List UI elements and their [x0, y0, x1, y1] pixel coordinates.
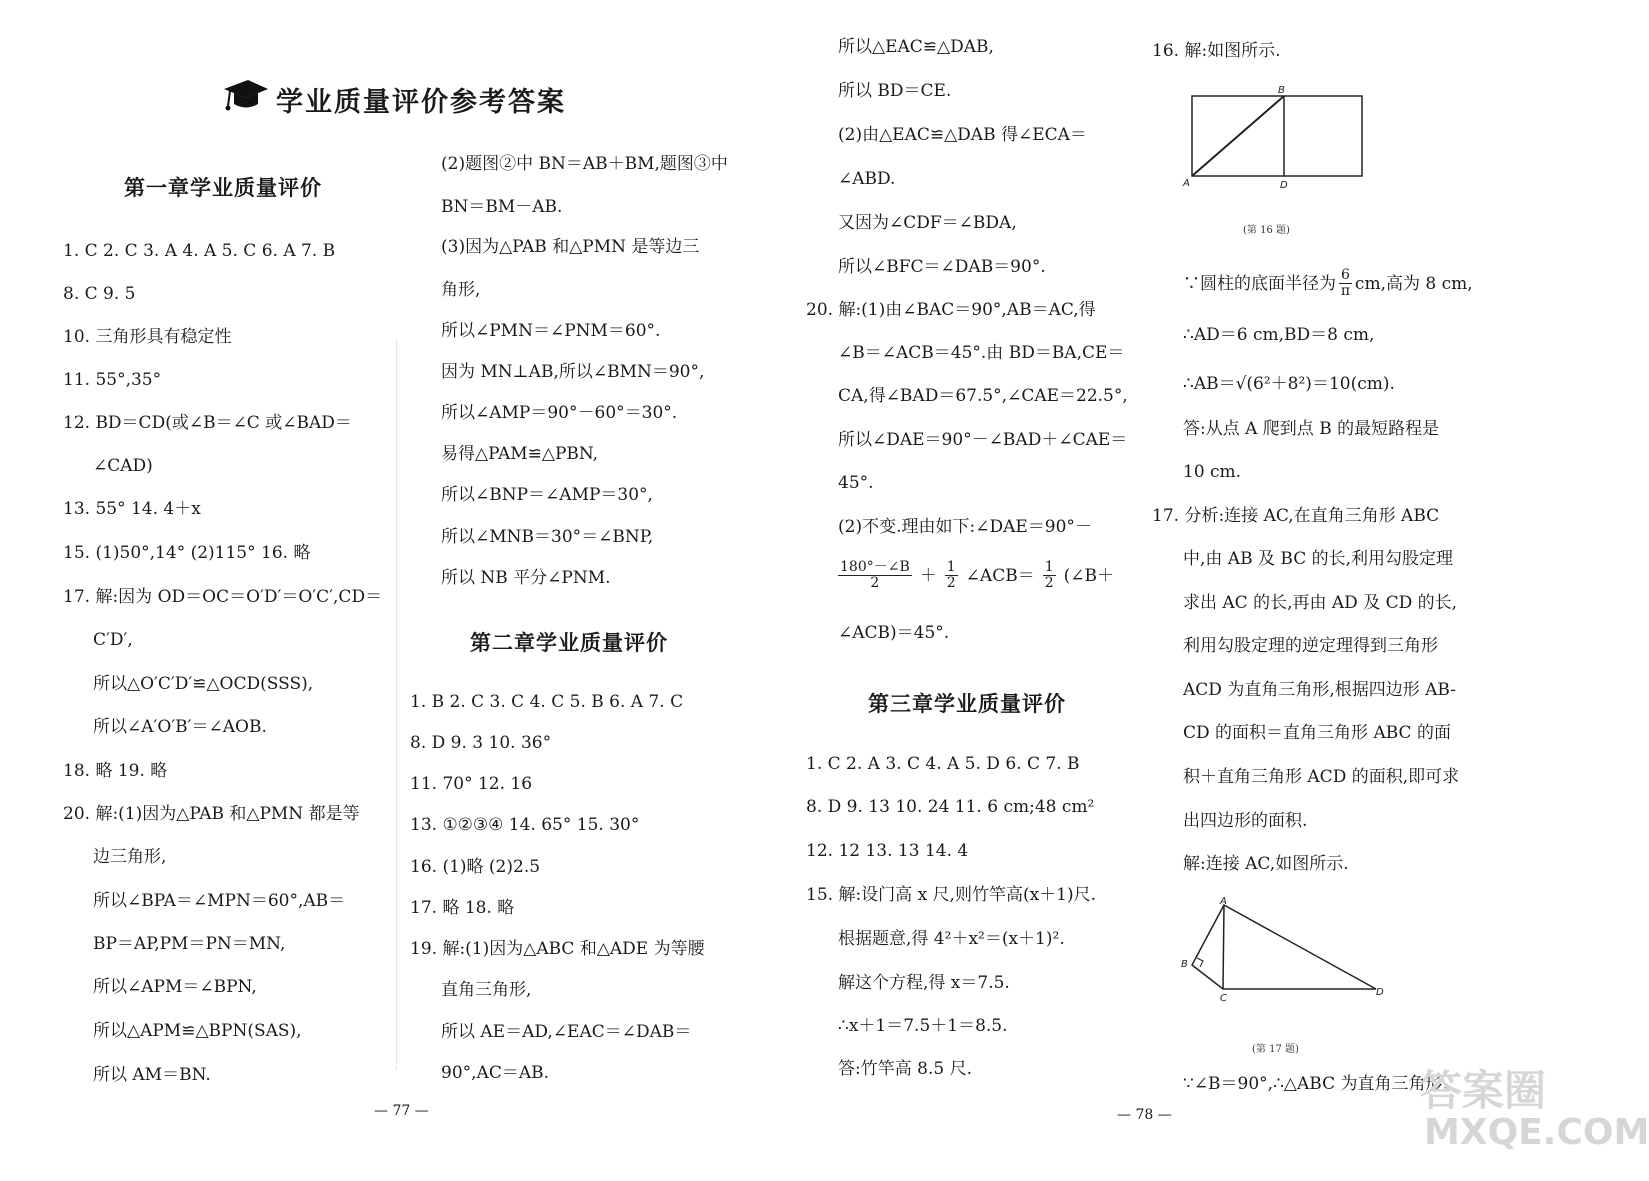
text-fragment: (∠B＋ [1063, 565, 1114, 586]
text-line: 1. B 2. C 3. C 4. C 5. B 6. A 7. C [410, 692, 684, 712]
text-line: ∴AB＝√(6²＋8²)＝10(cm). [1183, 374, 1395, 394]
text-line: 所以△EAC≌△DAB, [838, 37, 994, 57]
text-line: (2)题图②中 BN＝AB＋BM,题图③中 [441, 154, 728, 174]
text-line: 所以 AM＝BN. [93, 1065, 211, 1085]
text-line: 所以∠BFC＝∠DAB＝90°. [838, 257, 1046, 277]
text-line: 利用勾股定理的逆定理得到三角形 [1183, 636, 1438, 656]
text-fragment: cm,高为 8 cm, [1354, 273, 1473, 294]
page-number: — 77 — [374, 1103, 429, 1119]
text-line: 解:连接 AC,如图所示. [1183, 854, 1349, 874]
text-line: 13. 55° 14. 4＋x [63, 499, 201, 519]
text-line: 所以∠MNB＝30°＝∠BNP, [441, 527, 654, 547]
text-line: ∴x＋1＝7.5＋1＝8.5. [838, 1016, 1008, 1036]
fraction-denominator: π [1340, 283, 1351, 299]
fraction [1339, 268, 1352, 299]
fraction [945, 560, 958, 591]
text-line: CA,得∠BAD＝67.5°,∠CAE＝22.5°, [838, 386, 1128, 406]
text-line: 所以 BD＝CE. [838, 81, 952, 101]
figure-16-caption: (第 16 题) [1243, 225, 1290, 236]
plus-sign: ＋ [919, 565, 937, 586]
fraction [1043, 560, 1056, 591]
text-line: 16. 解:如图所示. [1152, 41, 1281, 61]
text-line: 11. 55°,35° [63, 370, 162, 390]
text-line: 中,由 AB 及 BC 的长,利用勾股定理 [1183, 549, 1454, 569]
text-line: 边三角形, [93, 847, 167, 867]
quadrilateral-abcd [1192, 905, 1376, 989]
text-line: 所以∠DAE＝90°－∠BAD＋∠CAE＝ [838, 430, 1128, 450]
page-number: — 78 — [1117, 1107, 1172, 1123]
text-line: 17. 略 18. 略 [410, 898, 515, 918]
text-line: 所以△APM≌△BPN(SAS), [93, 1021, 302, 1041]
text-line: BP＝AP,PM＝PN＝MN, [93, 934, 286, 954]
text-line: 求出 AC 的长,再由 AD 及 CD 的长, [1183, 593, 1458, 613]
rectangle-outline [1192, 96, 1362, 176]
text-line: 13. ①②③④ 14. 65° 15. 30° [410, 815, 640, 835]
fraction-denominator: 2 [870, 575, 880, 591]
fraction-numerator: 1 [1044, 559, 1054, 575]
fraction [838, 560, 912, 591]
text-line: 所以∠A′O′B′＝∠AOB. [93, 717, 267, 737]
text-fragment: ∵圆柱的底面半径为 [1183, 273, 1336, 294]
text-line: 积＋直角三角形 ACD 的面积,即可求 [1183, 767, 1460, 787]
text-line: 所以 NB 平分∠PNM. [441, 568, 611, 588]
text-line: 11. 70° 12. 16 [410, 774, 533, 794]
text-fragment: ∠ACB＝ [965, 565, 1035, 586]
chapter-1-heading: 第一章学业质量评价 [124, 175, 322, 200]
text-line: 90°,AC＝AB. [441, 1063, 549, 1083]
fraction-line [1183, 268, 1473, 299]
text-line: CD 的面积＝直角三角形 ABC 的面 [1183, 723, 1451, 743]
figure-16 [1180, 82, 1370, 192]
point-label-d: D [1280, 180, 1288, 191]
text-line: 45°. [838, 473, 874, 493]
text-line: C′D′, [93, 630, 133, 650]
text-line: (2)不变.理由如下:∠DAE＝90°－ [838, 517, 1092, 537]
text-line: 出四边形的面积. [1183, 811, 1308, 831]
point-label-d: D [1376, 987, 1384, 998]
text-line: (3)因为△PAB 和△PMN 是等边三 [441, 237, 700, 257]
segment-ab [1192, 96, 1284, 176]
text-line: 10 cm. [1183, 462, 1242, 482]
text-line: 解这个方程,得 x＝7.5. [838, 973, 1010, 993]
text-line: ∴AD＝6 cm,BD＝8 cm, [1183, 325, 1375, 345]
text-line: 角形, [441, 280, 481, 300]
point-label-a: A [1220, 896, 1227, 907]
column-divider [396, 340, 397, 1070]
watermark-url: MXQE.COM [1424, 1112, 1649, 1153]
page-title: 学业质量评价参考答案 [276, 87, 566, 118]
text-line: 答:竹竿高 8.5 尺. [838, 1059, 972, 1079]
text-line: 12. BD＝CD(或∠B＝∠C 或∠BAD＝ [63, 413, 352, 433]
text-line: 1. C 2. C 3. A 4. A 5. C 6. A 7. B [63, 241, 336, 261]
text-line: BN＝BM－AB. [441, 197, 563, 217]
text-line: 所以∠BPA＝∠MPN＝60°,AB＝ [93, 891, 346, 911]
text-line: ∵∠B＝90°,∴△ABC 为直角三角形, [1183, 1074, 1448, 1094]
text-line: 8. C 9. 5 [63, 284, 136, 304]
point-label-c: C [1220, 993, 1227, 1004]
text-line: 所以∠APM＝∠BPN, [93, 977, 257, 997]
point-label-a: A [1183, 178, 1190, 189]
text-line: 1. C 2. A 3. C 4. A 5. D 6. C 7. B [806, 754, 1080, 774]
text-line: 20. 解:(1)由∠BAC＝90°,AB＝AC,得 [806, 300, 1096, 320]
segment-ac [1223, 905, 1224, 989]
figure-17-caption: (第 17 题) [1252, 1044, 1299, 1055]
text-line: 17. 解:因为 OD＝OC＝O′D′＝O′C′,CD＝ [63, 587, 383, 607]
fraction-line [838, 560, 1114, 591]
text-line: 12. 12 13. 13 14. 4 [806, 841, 969, 861]
text-line: 所以∠AMP＝90°－60°＝30°. [441, 403, 678, 423]
text-line: 根据题意,得 4²＋x²＝(x＋1)². [838, 929, 1065, 949]
text-line: 18. 略 19. 略 [63, 761, 168, 781]
text-line: 15. (1)50°,14° (2)115° 16. 略 [63, 543, 311, 563]
text-line: ∠ABD. [838, 169, 896, 189]
text-line: 易得△PAM≌△PBN, [441, 444, 599, 464]
figure-17 [1176, 895, 1386, 1005]
text-line: 所以∠BNP＝∠AMP＝30°, [441, 485, 653, 505]
text-line: ∠CAD) [93, 456, 153, 476]
text-line: 又因为∠CDF＝∠BDA, [838, 213, 1017, 233]
point-label-b: B [1278, 85, 1285, 96]
fraction-numerator: 6 [1341, 267, 1350, 283]
text-line: 10. 三角形具有稳定性 [63, 327, 232, 347]
text-line: 直角三角形, [441, 980, 532, 1000]
fraction-numerator: 180°－∠B [840, 559, 910, 575]
fraction-numerator: 1 [946, 559, 956, 575]
chapter-3-heading: 第三章学业质量评价 [868, 691, 1066, 716]
text-line: 所以△O′C′D′≌△OCD(SSS), [93, 674, 314, 694]
text-line: ∠ACB)＝45°. [838, 623, 950, 643]
text-line: 20. 解:(1)因为△PAB 和△PMN 都是等 [63, 804, 360, 824]
watermark-logo: 答案圈 [1420, 1066, 1547, 1115]
text-line: 所以∠PMN＝∠PNM＝60°. [441, 321, 661, 341]
text-line: ∠B＝∠ACB＝45°.由 BD＝BA,CE＝ [838, 343, 1125, 363]
graduation-cap-icon [222, 77, 270, 113]
chapter-2-heading: 第二章学业质量评价 [470, 630, 668, 655]
point-label-b: B [1181, 959, 1188, 970]
text-line: ACD 为直角三角形,根据四边形 AB- [1183, 680, 1456, 700]
text-line: (2)由△EAC≌△DAB 得∠ECA＝ [838, 125, 1087, 145]
text-line: 19. 解:(1)因为△ABC 和△ADE 为等腰 [410, 939, 705, 959]
text-line: 8. D 9. 3 10. 36° [410, 733, 552, 753]
text-line: 8. D 9. 13 10. 24 11. 6 cm;48 cm² [806, 797, 1095, 817]
text-line: 因为 MN⊥AB,所以∠BMN＝90°, [441, 362, 705, 382]
text-line: 答:从点 A 爬到点 B 的最短路程是 [1183, 419, 1440, 439]
right-angle-mark [1197, 958, 1203, 967]
text-line: 15. 解:设门高 x 尺,则竹竿高(x＋1)尺. [806, 885, 1097, 905]
text-line: 17. 分析:连接 AC,在直角三角形 ABC [1152, 506, 1440, 526]
fraction-denominator: 2 [1044, 575, 1054, 591]
text-line: 16. (1)略 (2)2.5 [410, 857, 541, 877]
text-line: 所以 AE＝AD,∠EAC＝∠DAB＝ [441, 1022, 692, 1042]
fraction-denominator: 2 [946, 575, 956, 591]
